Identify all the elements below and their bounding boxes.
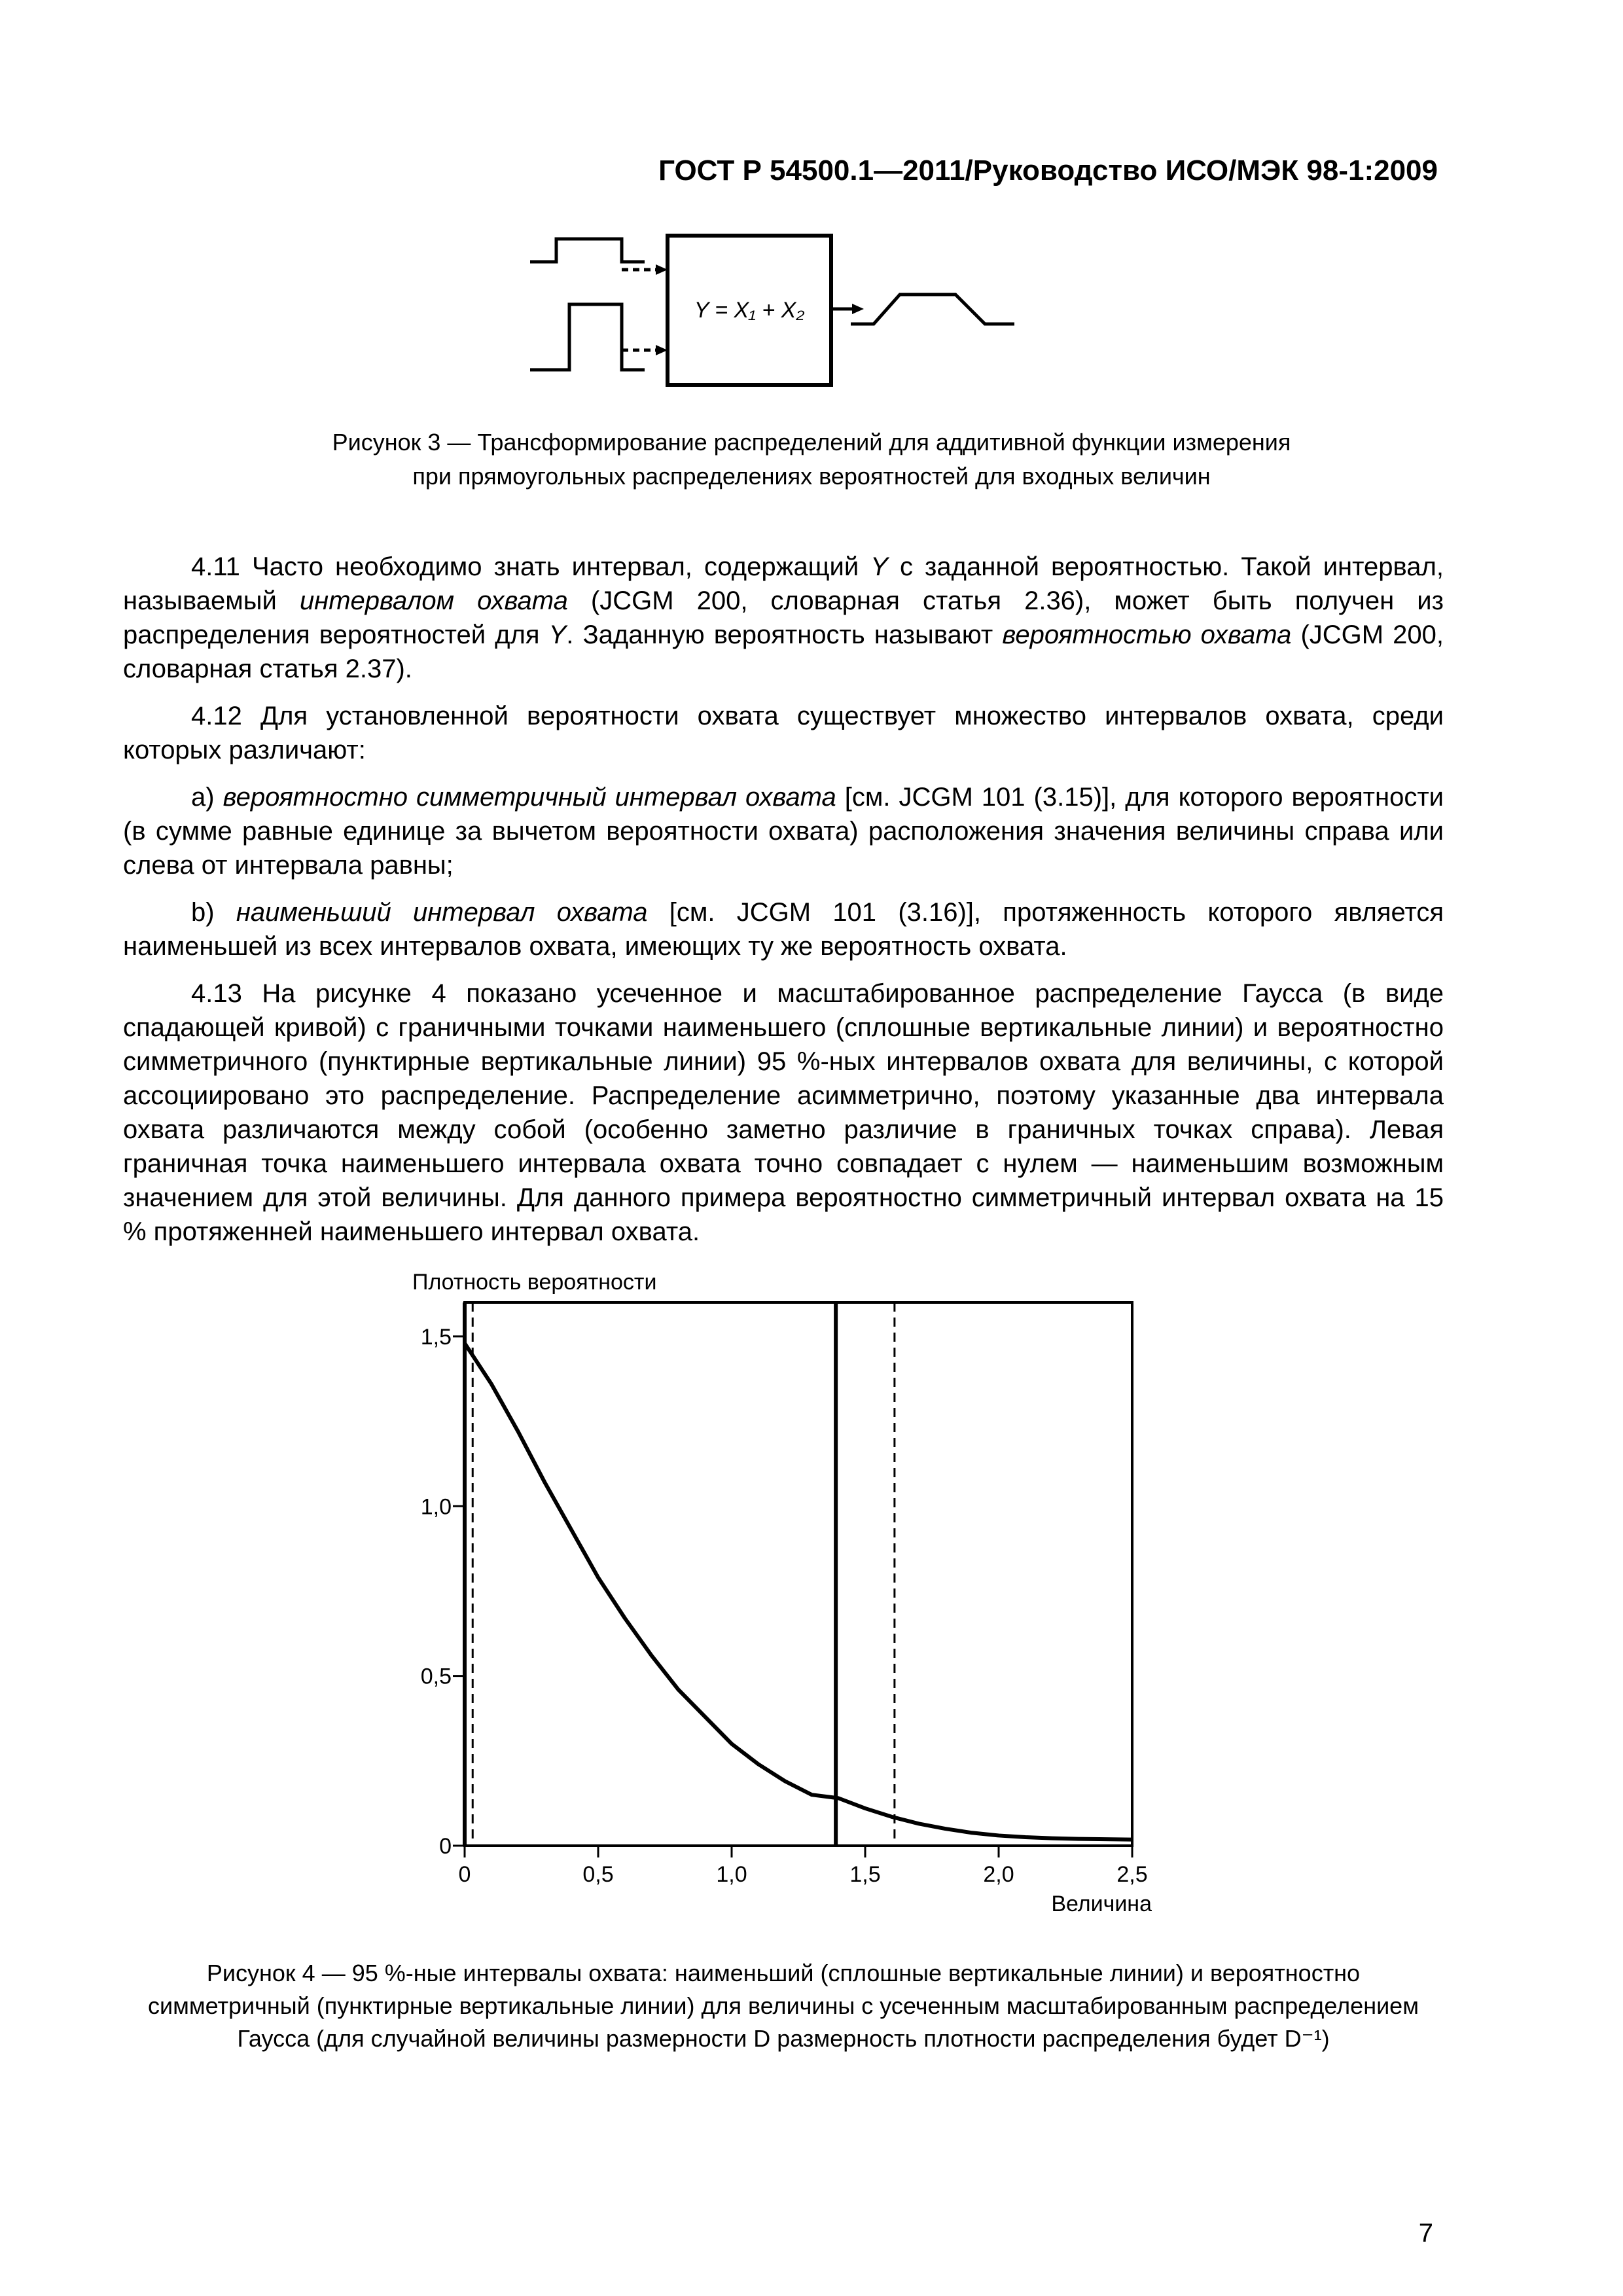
paragraph-4-12: 4.12 Для установленной вероятности охвата существует множество интервалов охвата, среди которых различают: [123, 702, 1444, 764]
output-trapezoid [851, 295, 1014, 324]
y-axis-label: Плотность вероятности [412, 1270, 657, 1295]
plot-frame [465, 1302, 1132, 1846]
figure3-diagram [517, 216, 1041, 406]
input-pulse-1 [530, 239, 645, 262]
x-tick-label: 0 [458, 1862, 471, 1887]
x-tick-label: 0,5 [582, 1862, 614, 1887]
y-tick-label: 1,0 [420, 1494, 452, 1520]
input-pulse-2 [530, 304, 645, 370]
x-tick-label: 1,0 [716, 1862, 747, 1887]
list-item-b: b) наименьший интервал охвата [см. JCGM 101 (3.16)], протяженность которого является наименьшей из всех интервалов охвата, имеющих ту же вероятность охвата. [123, 898, 1444, 961]
x-axis-label: Величина [1051, 1892, 1152, 1916]
y-tick-label: 0,5 [420, 1664, 452, 1689]
figure3-caption: Рисунок 3 — Трансформирование распределений для аддитивной функции измерения при прямоугольных распределениях вероятностей для входных величин [332, 429, 1291, 490]
arrow-head-out [852, 304, 864, 314]
figure4-chart [366, 1257, 1230, 1937]
function-formula: Y = X₁ + X₂ [694, 298, 805, 323]
document-header: ГОСТ Р 54500.1—2011/Руководство ИСО/МЭК 98-1:2009 [658, 154, 1438, 187]
x-tick-label: 2,5 [1116, 1862, 1148, 1887]
y-tick-label: 1,5 [420, 1324, 452, 1350]
figure4-caption: Рисунок 4 — 95 %-ные интервалы охвата: наименьший (сплошные вертикальные линии) и вероятностно симметричный (пунктирные вертикальные линии) для величины с усеченным масштабированным распределением Гаусса (для случайной величины размерности D размерность плотности распределения будет D⁻¹) [148, 1960, 1419, 2052]
density-curve [465, 1343, 1132, 1839]
paragraph-4-13: 4.13 На рисунке 4 показано усеченное и масштабированное распределение Гаусса (в виде спадающей кривой) с граничными точками наименьшего (сплошные вертикальные линии) и вероятностно симметричного (пунктирные вертикальные линии) 95 %-ных интервалов охвата для величины, с которой ассоциировано это распределение. Распределение асимметрично, поэтому указанные два интервала охвата различаются между собой (особенно заметно различие в граничных точках справа). Левая граничная точка наименьшего интервала охвата точно совпадает с нулем — наименьшим возможным значением для этой величины. Для данного примера вероятностно симметричный интервал охвата на 15 % протяженней наименьшего интервал охвата. [123, 979, 1444, 1246]
x-tick-label: 2,0 [983, 1862, 1014, 1887]
list-item-a: a) вероятностно симметричный интервал охвата [см. JCGM 101 (3.15)], для которого вероятности (в сумме равные единице за вычетом вероятности охвата) расположения значения величины справа или слева от интервала равны; [123, 783, 1444, 880]
page-number: 7 [1418, 2219, 1433, 2248]
y-tick-label: 0 [439, 1834, 452, 1859]
paragraph-4-11: 4.11 Часто необходимо знать интервал, содержащий Y с заданной вероятностью. Такой интервал, называемый интервалом охвата (JCGM 200, словарная статья 2.36), может быть получен из распределения вероятностей для Y. Заданную вероятность называют вероятностью охвата (JCGM 200, словарная статья 2.37). [123, 552, 1444, 683]
x-tick-label: 1,5 [849, 1862, 881, 1887]
body-text [123, 550, 1444, 1262]
